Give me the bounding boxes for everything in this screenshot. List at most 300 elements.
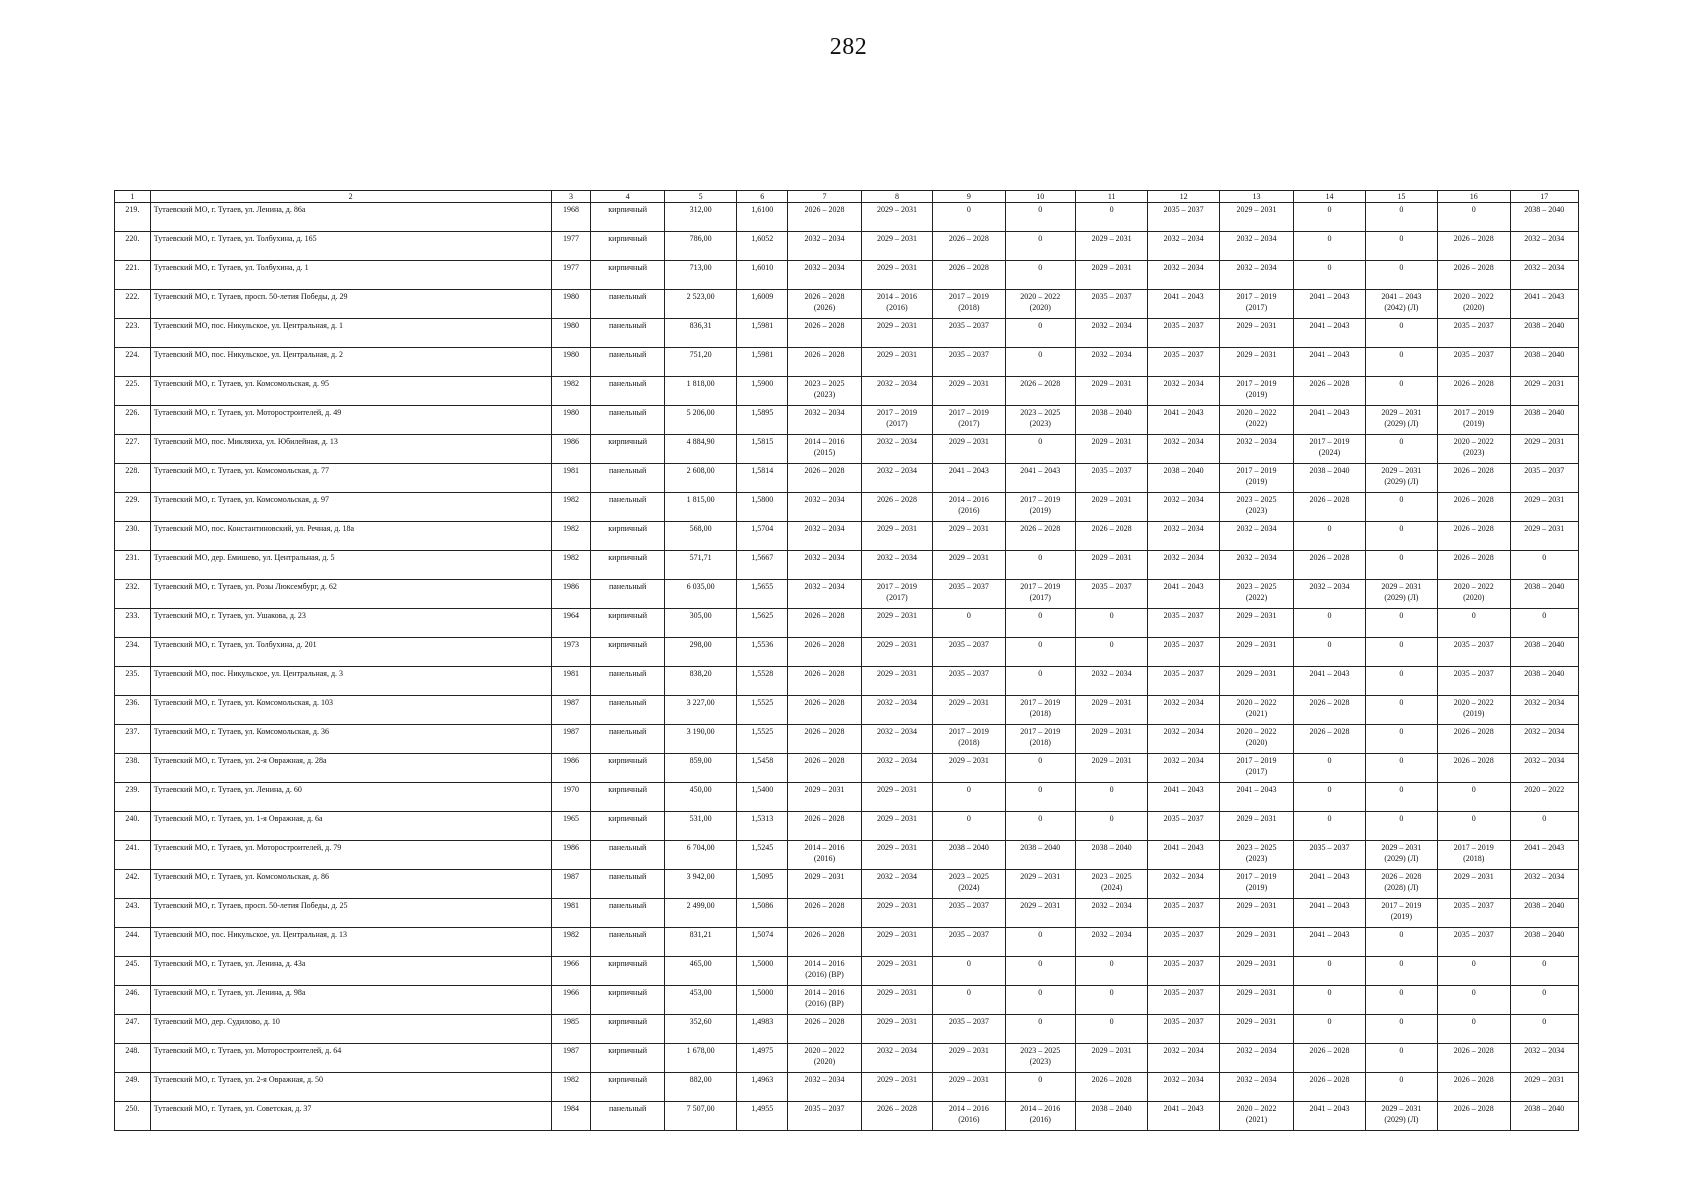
table-cell: 2041 – 2043: [1148, 1102, 1219, 1131]
table-cell: 2029 – 2031: [1075, 551, 1147, 580]
table-cell: 2038 – 2040: [1510, 348, 1578, 377]
table-cell: 0: [1294, 812, 1365, 841]
table-cell: 2026 – 2028: [788, 928, 861, 957]
table-cell: 1,5625: [737, 609, 788, 638]
table-cell: 2029 – 2031: [861, 812, 932, 841]
table-cell: 2035 – 2037: [1438, 667, 1510, 696]
table-cell: 2029 – 2031: [933, 1044, 1005, 1073]
table-cell: 2035 – 2037: [1438, 899, 1510, 928]
table-cell: 2041 – 2043: [1148, 580, 1219, 609]
table-cell: 450,00: [664, 783, 736, 812]
table-cell: 2014 – 2016 (2016): [1005, 1102, 1075, 1131]
table-cell: 2020 – 2022: [1510, 783, 1578, 812]
table-cell: 2029 – 2031: [1075, 696, 1147, 725]
table-row: [115, 609, 1579, 638]
table-cell: 228.: [115, 464, 151, 493]
table-cell: 1,5900: [737, 377, 788, 406]
column-header: 2: [150, 191, 551, 203]
table-cell: 0: [1365, 957, 1437, 986]
table-cell: 2029 – 2031: [933, 377, 1005, 406]
table-cell: 226.: [115, 406, 151, 435]
column-header: 15: [1365, 191, 1437, 203]
table-cell: панельный: [591, 870, 664, 899]
table-cell: 2029 – 2031: [1075, 261, 1147, 290]
table-cell: 223.: [115, 319, 151, 348]
table-cell: 1980: [551, 319, 591, 348]
table-cell: 1,5095: [737, 870, 788, 899]
table-cell: 2023 – 2025 (2023): [1219, 493, 1293, 522]
table-cell: 1987: [551, 696, 591, 725]
table-cell: 2032 – 2034: [788, 406, 861, 435]
table-cell: 2035 – 2037: [1148, 203, 1219, 232]
address-cell: Тутаевский МО, г. Тутаев, ул. Комсомольская, д. 86: [150, 870, 551, 899]
table-cell: 246.: [115, 986, 151, 1015]
table-cell: 0: [1365, 609, 1437, 638]
table-cell: 241.: [115, 841, 151, 870]
table-cell: 2014 – 2016 (2016): [933, 1102, 1005, 1131]
table-cell: панельный: [591, 493, 664, 522]
table-cell: 0: [1075, 1015, 1147, 1044]
table-row: [115, 725, 1579, 754]
address-cell: Тутаевский МО, пос. Константиновский, ул. Речная, д. 18а: [150, 522, 551, 551]
table-cell: 0: [1294, 261, 1365, 290]
table-cell: 2029 – 2031: [861, 986, 932, 1015]
table-cell: 352,60: [664, 1015, 736, 1044]
table-cell: 2035 – 2037: [1148, 957, 1219, 986]
table-cell: 2023 – 2025 (2022): [1219, 580, 1293, 609]
table-cell: панельный: [591, 377, 664, 406]
table-cell: 0: [1365, 667, 1437, 696]
table-cell: 2017 – 2019 (2018): [1005, 725, 1075, 754]
table-cell: 465,00: [664, 957, 736, 986]
table-cell: 2029 – 2031: [933, 551, 1005, 580]
table-row: [115, 1102, 1579, 1131]
table-cell: 2035 – 2037: [933, 899, 1005, 928]
table-cell: 2026 – 2028: [1294, 1073, 1365, 1102]
table-cell: 2032 – 2034: [1510, 696, 1578, 725]
table-row: [115, 348, 1579, 377]
table-cell: кирпичный: [591, 754, 664, 783]
table-cell: 227.: [115, 435, 151, 464]
table-cell: 2029 – 2031: [861, 261, 932, 290]
table-cell: 0: [1365, 696, 1437, 725]
table-cell: 2035 – 2037: [1075, 290, 1147, 319]
table-cell: 2017 – 2019 (2017): [1219, 754, 1293, 783]
table-cell: 2032 – 2034: [1148, 725, 1219, 754]
table-cell: 0: [1075, 812, 1147, 841]
table-cell: 2029 – 2031: [1219, 812, 1293, 841]
column-header: 8: [861, 191, 932, 203]
table-cell: 1981: [551, 667, 591, 696]
table-cell: 2035 – 2037: [1148, 812, 1219, 841]
table-cell: 2017 – 2019 (2018): [933, 725, 1005, 754]
table-row: [115, 580, 1579, 609]
table-row: [115, 551, 1579, 580]
table-cell: 2026 – 2028: [788, 1015, 861, 1044]
table-cell: 2041 – 2043: [1294, 319, 1365, 348]
table-cell: 838,20: [664, 667, 736, 696]
table-cell: 2017 – 2019 (2018): [933, 290, 1005, 319]
table-cell: 0: [1005, 203, 1075, 232]
table-cell: кирпичный: [591, 986, 664, 1015]
table-cell: 0: [1005, 1015, 1075, 1044]
table-cell: кирпичный: [591, 1015, 664, 1044]
table-cell: 2029 – 2031: [861, 348, 932, 377]
table-cell: 0: [1075, 986, 1147, 1015]
table-cell: кирпичный: [591, 232, 664, 261]
table-cell: 2032 – 2034: [861, 1044, 932, 1073]
table-cell: 2032 – 2034: [861, 551, 932, 580]
table-cell: 2041 – 2043 (2042) (Л): [1365, 290, 1437, 319]
table-cell: кирпичный: [591, 957, 664, 986]
table-cell: 2020 – 2022 (2020): [1438, 580, 1510, 609]
table-cell: 239.: [115, 783, 151, 812]
table-cell: 1973: [551, 638, 591, 667]
table-cell: 0: [1075, 783, 1147, 812]
table-cell: 1,4955: [737, 1102, 788, 1131]
table-cell: 1966: [551, 986, 591, 1015]
table-cell: 2032 – 2034: [1219, 1044, 1293, 1073]
table-cell: 2029 – 2031: [861, 928, 932, 957]
table-cell: 2026 – 2028: [788, 638, 861, 667]
table-cell: 2029 – 2031: [1219, 986, 1293, 1015]
table-cell: 2032 – 2034: [861, 870, 932, 899]
table-cell: 298,00: [664, 638, 736, 667]
table-cell: 1,5245: [737, 841, 788, 870]
table-cell: 1987: [551, 725, 591, 754]
table-cell: 2035 – 2037: [933, 928, 1005, 957]
address-cell: Тутаевский МО, г. Тутаев, ул. Толбухина, д. 201: [150, 638, 551, 667]
address-cell: Тутаевский МО, г. Тутаев, ул. Ленина, д. 98а: [150, 986, 551, 1015]
table-cell: 0: [1365, 232, 1437, 261]
table-cell: 2017 – 2019 (2019): [1219, 377, 1293, 406]
table-cell: 2041 – 2043: [1148, 841, 1219, 870]
table-cell: 2032 – 2034: [1219, 261, 1293, 290]
repair-schedule-table: [114, 190, 1579, 1131]
table-cell: 219.: [115, 203, 151, 232]
table-row: [115, 203, 1579, 232]
table-cell: 0: [1510, 957, 1578, 986]
table-cell: 3 227,00: [664, 696, 736, 725]
table-cell: 2035 – 2037: [1148, 609, 1219, 638]
table-cell: 3 942,00: [664, 870, 736, 899]
table-cell: 0: [933, 957, 1005, 986]
table-cell: 2041 – 2043: [1219, 783, 1293, 812]
table-cell: 242.: [115, 870, 151, 899]
table-cell: 0: [1005, 754, 1075, 783]
table-cell: 2029 – 2031: [933, 754, 1005, 783]
table-row: [115, 986, 1579, 1015]
table-cell: 1,6010: [737, 261, 788, 290]
table-cell: 237.: [115, 725, 151, 754]
table-cell: 312,00: [664, 203, 736, 232]
table-cell: 2026 – 2028: [1438, 1102, 1510, 1131]
table-row: [115, 841, 1579, 870]
table-cell: 2038 – 2040: [1510, 638, 1578, 667]
table-cell: 247.: [115, 1015, 151, 1044]
table-cell: 2029 – 2031: [861, 1073, 932, 1102]
table-cell: 243.: [115, 899, 151, 928]
address-cell: Тутаевский МО, г. Тутаев, ул. Моторостроителей, д. 49: [150, 406, 551, 435]
table-cell: 1980: [551, 406, 591, 435]
table-cell: 2029 – 2031: [1075, 725, 1147, 754]
table-cell: 3 190,00: [664, 725, 736, 754]
table-cell: 0: [1438, 1015, 1510, 1044]
table-cell: 2026 – 2028: [1005, 522, 1075, 551]
table-cell: 2026 – 2028: [1438, 522, 1510, 551]
table-cell: 2023 – 2025 (2023): [1005, 1044, 1075, 1073]
table-cell: 1965: [551, 812, 591, 841]
table-cell: 2026 – 2028: [788, 319, 861, 348]
table-cell: 2032 – 2034: [788, 232, 861, 261]
table-cell: 2029 – 2031: [1219, 319, 1293, 348]
table-cell: 2026 – 2028: [861, 1102, 932, 1131]
table-cell: 0: [1075, 957, 1147, 986]
table-row: [115, 1073, 1579, 1102]
table-cell: 2032 – 2034: [1075, 667, 1147, 696]
table-row: [115, 754, 1579, 783]
table-cell: 222.: [115, 290, 151, 319]
table-cell: 2029 – 2031 (2029) (Л): [1365, 406, 1437, 435]
table-row: [115, 783, 1579, 812]
table-cell: 0: [1438, 609, 1510, 638]
table-cell: 2029 – 2031: [1219, 1015, 1293, 1044]
column-header: 12: [1148, 191, 1219, 203]
address-cell: Тутаевский МО, пос. Микляиха, ул. Юбилейная, д. 13: [150, 435, 551, 464]
table-cell: 1987: [551, 870, 591, 899]
table-cell: 1,5655: [737, 580, 788, 609]
table-cell: 6 704,00: [664, 841, 736, 870]
table-row: [115, 638, 1579, 667]
table-cell: 2035 – 2037: [1438, 928, 1510, 957]
table-cell: 0: [1005, 812, 1075, 841]
table-cell: 2014 – 2016 (2016) (ВР): [788, 986, 861, 1015]
table-cell: 2026 – 2028: [788, 348, 861, 377]
address-cell: Тутаевский МО, г. Тутаев, ул. Комсомольская, д. 95: [150, 377, 551, 406]
table-cell: 1985: [551, 1015, 591, 1044]
table-cell: 2035 – 2037: [1438, 348, 1510, 377]
table-cell: 2032 – 2034: [861, 754, 932, 783]
table-cell: 2032 – 2034: [1148, 232, 1219, 261]
table-cell: 2038 – 2040: [1294, 464, 1365, 493]
table-cell: панельный: [591, 406, 664, 435]
table-cell: 2032 – 2034: [1148, 870, 1219, 899]
table-cell: 2032 – 2034: [788, 493, 861, 522]
table-cell: 2032 – 2034: [861, 725, 932, 754]
table-cell: 0: [1438, 203, 1510, 232]
table-row: [115, 667, 1579, 696]
table-cell: 2026 – 2028: [1294, 1044, 1365, 1073]
table-cell: 2032 – 2034: [1510, 754, 1578, 783]
table-cell: 0: [1005, 783, 1075, 812]
table-cell: 0: [1438, 783, 1510, 812]
table-cell: 2032 – 2034: [1148, 435, 1219, 464]
table-cell: 1982: [551, 522, 591, 551]
table-cell: 2035 – 2037: [933, 319, 1005, 348]
table-cell: 2026 – 2028: [788, 667, 861, 696]
table-cell: панельный: [591, 696, 664, 725]
table-cell: 2032 – 2034: [788, 580, 861, 609]
table-cell: 1964: [551, 609, 591, 638]
table-cell: 2026 – 2028 (2028) (Л): [1365, 870, 1437, 899]
table-cell: 2026 – 2028: [788, 464, 861, 493]
table-cell: 0: [1294, 1015, 1365, 1044]
table-cell: 2029 – 2031: [788, 783, 861, 812]
table-cell: 2026 – 2028: [1294, 551, 1365, 580]
table-cell: кирпичный: [591, 203, 664, 232]
table-cell: панельный: [591, 290, 664, 319]
address-cell: Тутаевский МО, г. Тутаев, просп. 50-летия Победы, д. 29: [150, 290, 551, 319]
table-cell: 2026 – 2028: [788, 725, 861, 754]
table-cell: 2029 – 2031: [861, 841, 932, 870]
table-cell: 2023 – 2025 (2024): [933, 870, 1005, 899]
table-cell: 2032 – 2034: [1294, 580, 1365, 609]
table-cell: 2026 – 2028: [1075, 1073, 1147, 1102]
table-row: [115, 899, 1579, 928]
table-row: [115, 812, 1579, 841]
table-cell: 0: [1365, 377, 1437, 406]
table-cell: 2017 – 2019 (2019): [1438, 406, 1510, 435]
table-cell: 2017 – 2019 (2019): [1219, 464, 1293, 493]
table-cell: 1,5000: [737, 986, 788, 1015]
table-cell: 1,5525: [737, 725, 788, 754]
table-row: [115, 1015, 1579, 1044]
table-cell: 1,5536: [737, 638, 788, 667]
table-cell: 0: [933, 203, 1005, 232]
table-cell: 2032 – 2034: [788, 1073, 861, 1102]
address-cell: Тутаевский МО, г. Тутаев, ул. 2-я Овражная, д. 28а: [150, 754, 551, 783]
table-cell: 2035 – 2037: [1148, 986, 1219, 1015]
table-cell: 0: [1005, 319, 1075, 348]
table-cell: 2032 – 2034: [788, 522, 861, 551]
table-cell: 2029 – 2031: [861, 319, 932, 348]
table-cell: 0: [1075, 203, 1147, 232]
table-cell: 2020 – 2022 (2023): [1438, 435, 1510, 464]
address-cell: Тутаевский МО, пос. Никульское, ул. Центральная, д. 1: [150, 319, 551, 348]
table-cell: 1,4963: [737, 1073, 788, 1102]
table-cell: 2029 – 2031: [861, 203, 932, 232]
table-cell: 0: [1365, 986, 1437, 1015]
table-cell: 2029 – 2031: [1075, 493, 1147, 522]
table-cell: кирпичный: [591, 261, 664, 290]
table-cell: 2032 – 2034: [1075, 928, 1147, 957]
table-cell: 229.: [115, 493, 151, 522]
table-cell: 0: [1294, 609, 1365, 638]
table-cell: 1,5086: [737, 899, 788, 928]
table-cell: 1982: [551, 551, 591, 580]
table-cell: 230.: [115, 522, 151, 551]
table-cell: кирпичный: [591, 812, 664, 841]
table-cell: 1,5895: [737, 406, 788, 435]
table-cell: 2032 – 2034: [1219, 1073, 1293, 1102]
table-cell: 2038 – 2040: [1510, 1102, 1578, 1131]
table-cell: 232.: [115, 580, 151, 609]
table-cell: 2026 – 2028: [1438, 1044, 1510, 1073]
table-cell: 2029 – 2031: [1219, 609, 1293, 638]
table-cell: 2032 – 2034: [1075, 319, 1147, 348]
table-cell: 2029 – 2031: [1075, 435, 1147, 464]
table-cell: 1970: [551, 783, 591, 812]
table-row: [115, 232, 1579, 261]
table-cell: 2032 – 2034: [1148, 754, 1219, 783]
table-cell: 2035 – 2037: [1075, 464, 1147, 493]
table-cell: 2029 – 2031 (2029) (Л): [1365, 841, 1437, 870]
table-cell: 2029 – 2031: [1510, 435, 1578, 464]
table-cell: 2026 – 2028: [1438, 377, 1510, 406]
address-cell: Тутаевский МО, г. Тутаев, ул. Ленина, д. 86а: [150, 203, 551, 232]
table-cell: 2026 – 2028: [1438, 725, 1510, 754]
address-cell: Тутаевский МО, пос. Никульское, ул. Центральная, д. 13: [150, 928, 551, 957]
table-cell: 2032 – 2034: [1148, 377, 1219, 406]
table-cell: 2 608,00: [664, 464, 736, 493]
column-header: 5: [664, 191, 736, 203]
table-cell: 1982: [551, 928, 591, 957]
table-cell: 0: [1005, 609, 1075, 638]
table-row: [115, 870, 1579, 899]
table-cell: 2038 – 2040: [1075, 841, 1147, 870]
table-cell: 1 678,00: [664, 1044, 736, 1073]
table-cell: 2032 – 2034: [861, 377, 932, 406]
table-cell: 2029 – 2031: [861, 899, 932, 928]
table-cell: 2035 – 2037: [1148, 1015, 1219, 1044]
table-cell: 0: [1438, 986, 1510, 1015]
table-cell: 2026 – 2028: [1438, 232, 1510, 261]
table-cell: 2032 – 2034: [1075, 348, 1147, 377]
column-header: 1: [115, 191, 151, 203]
table-cell: 2026 – 2028: [1005, 377, 1075, 406]
table-cell: 5 206,00: [664, 406, 736, 435]
table-cell: 2029 – 2031: [1005, 899, 1075, 928]
table-cell: 531,00: [664, 812, 736, 841]
table-cell: 2032 – 2034: [861, 696, 932, 725]
table-cell: 0: [1294, 957, 1365, 986]
table-cell: 2017 – 2019 (2019): [1005, 493, 1075, 522]
table-cell: 859,00: [664, 754, 736, 783]
table-cell: кирпичный: [591, 638, 664, 667]
table-cell: 1984: [551, 1102, 591, 1131]
table-cell: панельный: [591, 580, 664, 609]
table-cell: 831,21: [664, 928, 736, 957]
table-cell: 2029 – 2031: [933, 522, 1005, 551]
column-header: 11: [1075, 191, 1147, 203]
table-cell: 2029 – 2031 (2029) (Л): [1365, 580, 1437, 609]
table-cell: 2041 – 2043: [1148, 783, 1219, 812]
table-cell: 2038 – 2040: [1510, 319, 1578, 348]
table-cell: 2041 – 2043: [1148, 406, 1219, 435]
table-cell: 2035 – 2037: [933, 667, 1005, 696]
table-cell: 1,5528: [737, 667, 788, 696]
table-cell: 0: [1005, 348, 1075, 377]
table-cell: 2029 – 2031: [933, 435, 1005, 464]
table-cell: 2029 – 2031: [1510, 493, 1578, 522]
table-cell: 2029 – 2031: [1219, 203, 1293, 232]
table-cell: 1,6100: [737, 203, 788, 232]
table-row: [115, 406, 1579, 435]
table-cell: 1982: [551, 377, 591, 406]
address-cell: Тутаевский МО, г. Тутаев, ул. Розы Люксембург, д. 62: [150, 580, 551, 609]
table-cell: 2026 – 2028 (2026): [788, 290, 861, 319]
table-cell: 882,00: [664, 1073, 736, 1102]
address-cell: Тутаевский МО, г. Тутаев, ул. Моторостроителей, д. 79: [150, 841, 551, 870]
table-cell: 2026 – 2028: [1438, 551, 1510, 580]
table-cell: 1,5313: [737, 812, 788, 841]
table-cell: 0: [1365, 783, 1437, 812]
table-cell: 245.: [115, 957, 151, 986]
table-row: [115, 319, 1579, 348]
table-cell: 1,5704: [737, 522, 788, 551]
table-cell: кирпичный: [591, 1073, 664, 1102]
table-cell: 2017 – 2019 (2018): [1005, 696, 1075, 725]
